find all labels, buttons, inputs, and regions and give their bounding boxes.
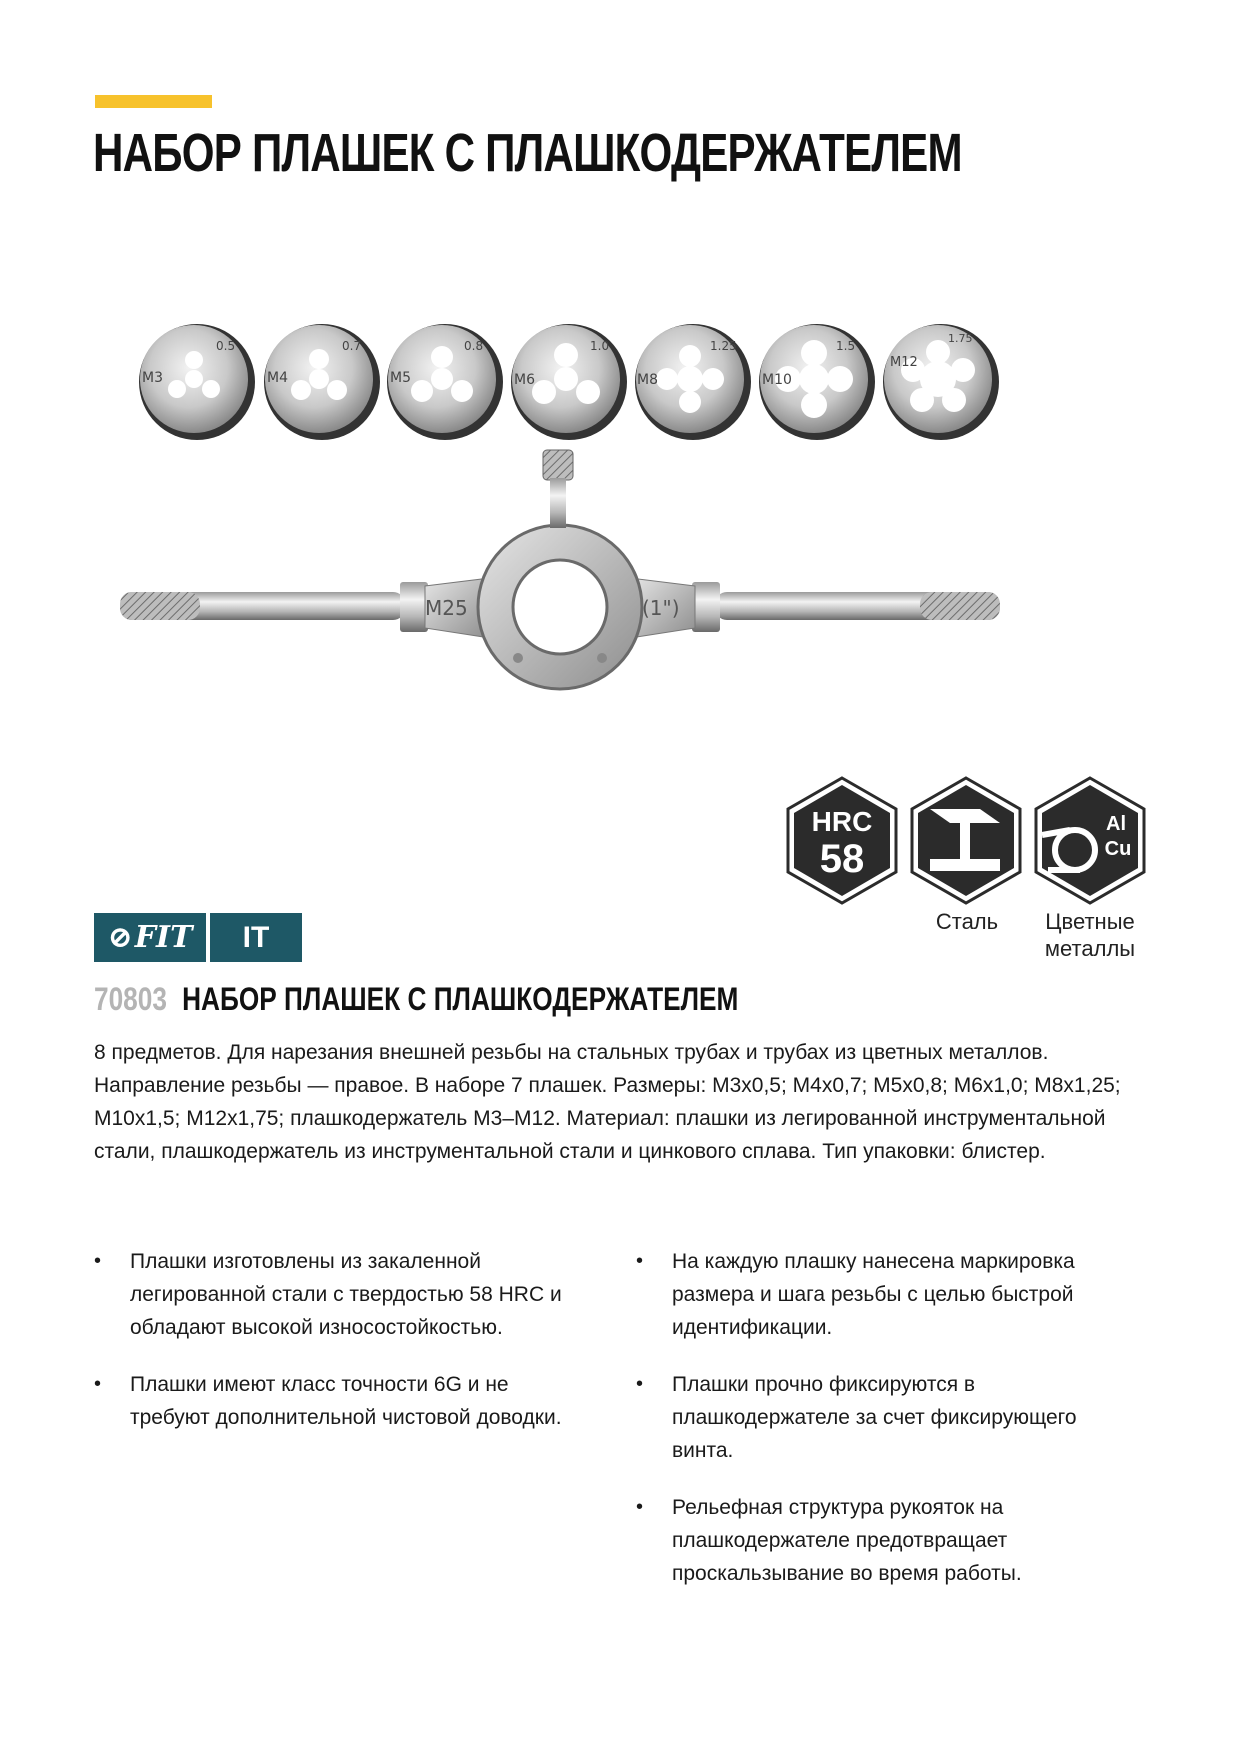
die-m4 <box>264 324 380 440</box>
die-pitch-label: 1.25 <box>710 339 737 353</box>
die-m12 <box>883 324 999 440</box>
die-size-label: M3 <box>142 370 163 386</box>
die-size-label: M4 <box>267 370 288 386</box>
holder-size-label: M25 <box>425 596 468 620</box>
product-description: 8 предметов. Для нарезания внешней резьбы на стальных трубах и трубах из цветных металлов. Направление резьбы — правое. В наборе 7 плашек. Размеры: М3х0,5; М4х0,7; М5х0,8; М6х1,0; М8х1,25; М10х1,5; М12х1,75; плашкодержатель М3–М12. Материал: плашки из легированной инструментальной стали, плашкодержатель из инструментальной стали и цинкового сплава. Тип упаковки: блистер. <box>94 1041 1121 1163</box>
die-pitch-label: 0.8 <box>464 339 484 353</box>
metals-caption-line1: Цветные <box>1045 909 1135 934</box>
feature-item: • Плашки изготовлены из закаленной легированной стали с твердостью 58 HRC и обладают высокой износостойкостью. <box>94 1245 574 1344</box>
logo-fit <box>94 913 206 962</box>
feature-item: • Рельефная структура рукояток на плашкодержателе предотвращает проскальзывание во время работы. <box>636 1491 1116 1590</box>
metals-caption-line2: металлы <box>1044 936 1136 961</box>
die-pitch-label: 0.5 <box>216 339 236 353</box>
non-ferrous-metals-icon <box>1036 778 1144 903</box>
badge-row <box>780 775 1160 910</box>
product-illustration <box>120 320 1120 740</box>
accent-bar <box>95 95 212 108</box>
die-size-label: M6 <box>514 372 535 388</box>
die-m3 <box>139 324 255 440</box>
metal-symbol-cu: Cu <box>1104 838 1132 860</box>
feature-item: • Плашки имеют класс точности 6G и не требуют дополнительной чистовой доводки. <box>94 1368 574 1434</box>
logo-mark-icon: ⊘ <box>107 920 133 955</box>
hrc-label: HRC <box>811 806 873 837</box>
feature-item: • На каждую плашку нанесена маркировка размера и шага резьбы с целью быстрой идентификации. <box>636 1245 1116 1344</box>
die-pitch-label: 1.75 <box>948 332 973 345</box>
page-title: НАБОР ПЛАШЕК С ПЛАШКОДЕРЖАТЕЛЕМ <box>93 123 962 183</box>
steel-icon <box>912 778 1020 903</box>
die-m6 <box>511 324 627 440</box>
die-pitch-label: 0.7 <box>342 339 362 353</box>
die-pitch-label: 1.0 <box>590 339 610 353</box>
die-pitch-label: 1.5 <box>836 339 856 353</box>
logo-it: IT <box>210 913 302 962</box>
holder-inch-label: (1") <box>642 596 680 620</box>
logo-brand-text: FIT <box>134 920 193 955</box>
die-m5 <box>387 324 503 440</box>
die-m8 <box>635 324 751 440</box>
brand-logo <box>94 913 302 962</box>
die-size-label: M10 <box>762 372 792 388</box>
die-m10 <box>759 324 875 440</box>
feature-badges <box>780 775 1160 965</box>
features-right <box>636 1245 1116 1614</box>
die-size-label: M5 <box>390 370 411 386</box>
feature-item: • Плашки прочно фиксируются в плашкодержателе за счет фиксирующего винта. <box>636 1368 1116 1467</box>
features-left <box>94 1245 574 1458</box>
article-number: 70803 <box>94 981 167 1017</box>
die-size-label: M8 <box>637 372 658 388</box>
metal-symbol-al: Al <box>1106 813 1126 835</box>
hrc-badge <box>788 778 896 903</box>
steel-caption: Сталь <box>935 909 999 934</box>
die-size-label: M12 <box>890 355 918 370</box>
hrc-value: 58 <box>819 837 865 881</box>
die-holder <box>120 450 1000 689</box>
product-name: НАБОР ПЛАШЕК С ПЛАШКОДЕРЖАТЕЛЕМ <box>182 981 739 1017</box>
product-heading <box>94 981 738 1018</box>
